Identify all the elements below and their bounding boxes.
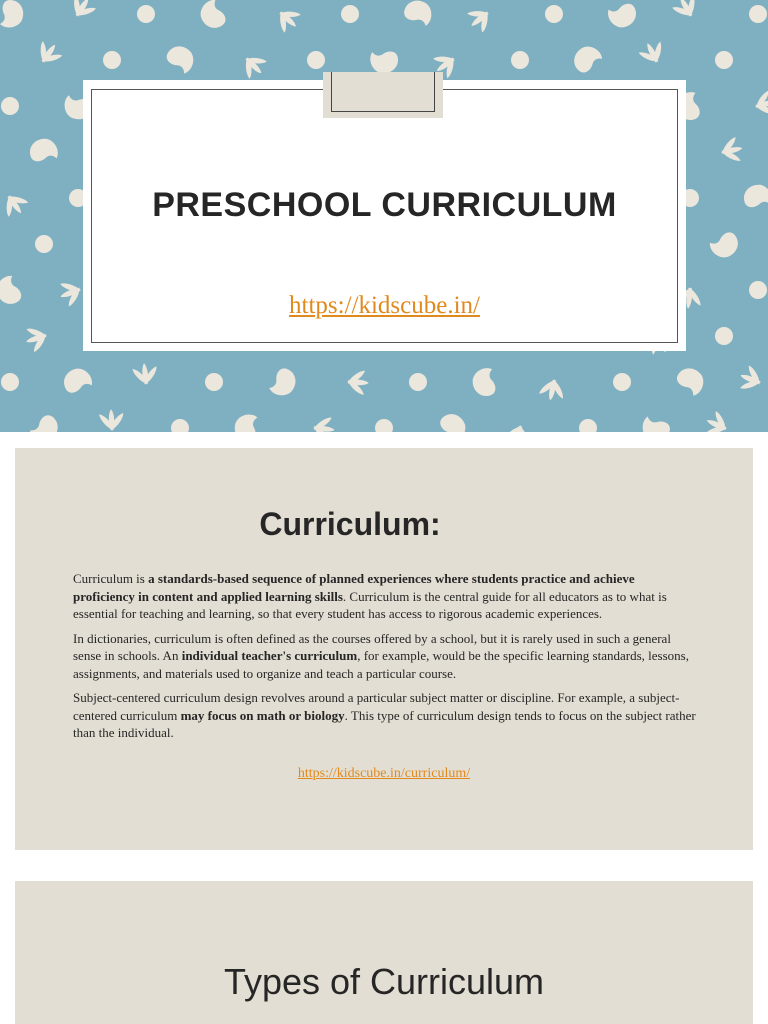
leaf-spray-shape [130, 362, 161, 388]
text-run: Subject-centered curriculum design revolves around a particular subject matter or discipline. For example, a subject-centered curriculum [73, 690, 680, 723]
paisley-shape [59, 364, 95, 398]
text-run: In dictionaries, curriculum is often defined as the courses offered by a school, but it is rarely used in such a general sense in schools. An [73, 630, 671, 663]
leaf-spray-shape [462, 1, 497, 37]
leaf-spray-shape [635, 37, 671, 70]
title-card-tab [323, 72, 443, 118]
dot-shape [341, 5, 359, 23]
dot-shape [375, 419, 393, 432]
bold-text-run: individual teacher's curriculum [181, 648, 358, 663]
leaf-spray-shape [735, 362, 766, 397]
leaf-spray-shape [345, 368, 369, 397]
paisley-shape [0, 0, 23, 27]
dot-shape [1, 97, 19, 115]
kidscube-home-link[interactable]: https://kidscube.in/ [289, 292, 480, 319]
dot-shape [545, 5, 563, 23]
paisley-shape [0, 273, 26, 309]
curriculum-paragraph-1 [73, 570, 699, 623]
dot-shape [579, 419, 597, 432]
leaf-spray-shape [235, 47, 271, 83]
leaf-spray-shape [0, 187, 33, 222]
paisley-shape [28, 411, 63, 432]
paisley-shape [27, 135, 60, 166]
dot-shape [715, 327, 733, 345]
leaf-spray-shape [311, 414, 337, 432]
text-run: . This type of curriculum design tends to focus on the subject rather than the individual. [73, 707, 696, 740]
leaf-spray-shape [64, 0, 100, 25]
leaf-spray-shape [668, 0, 704, 24]
paisley-shape [234, 414, 259, 432]
title-card [83, 80, 686, 351]
curriculum-paragraph-2 [73, 630, 699, 683]
paisley-shape [163, 42, 198, 75]
paisley-shape [641, 416, 672, 432]
leaf-spray-shape [536, 375, 568, 403]
paisley-shape [605, 0, 640, 32]
bold-text-run: may focus on math or biology [180, 707, 345, 723]
leaf-spray-shape [501, 421, 534, 432]
paisley-shape [741, 181, 768, 211]
dot-shape [205, 373, 223, 391]
leaf-spray-shape [270, 1, 306, 37]
text-run: . Curriculum is the central guide for all educators as to what is essential for teaching and learning, so that every student has access to rigorous academic experiences. [73, 588, 667, 621]
text-run: , for example, would be the specific learning standards, lessons, assignments, and materials used to organize and teach a particular course. [73, 648, 689, 681]
paisley-shape [569, 41, 604, 77]
leaf-spray-shape [717, 134, 745, 166]
leaf-spray-shape [30, 36, 66, 71]
title-slide [0, 0, 768, 432]
text-run: Curriculum is [73, 571, 149, 586]
types-heading: Types of Curriculum [223, 961, 545, 1002]
curriculum-heading: Curriculum: [259, 506, 441, 542]
dot-shape [171, 419, 189, 432]
paisley-shape [707, 227, 743, 262]
leaf-spray-shape [55, 275, 86, 310]
dot-shape [409, 373, 427, 391]
curriculum-body [73, 570, 699, 749]
curriculum-paragraph-3 [73, 689, 699, 742]
dot-shape [103, 51, 121, 69]
dot-shape [307, 51, 325, 69]
dot-shape [35, 235, 53, 253]
paisley-shape [673, 363, 709, 397]
leaf-spray-shape [22, 321, 52, 355]
types-slide [15, 881, 753, 1024]
leaf-spray-shape [701, 407, 733, 432]
leaf-spray-shape [97, 408, 126, 432]
paisley-shape [402, 0, 434, 27]
dot-shape [749, 5, 767, 23]
leaf-spray-shape [751, 87, 768, 120]
dot-shape [137, 5, 155, 23]
kidscube-curriculum-link[interactable]: https://kidscube.in/curriculum/ [297, 766, 471, 781]
paisley-shape [268, 365, 299, 399]
dot-shape [715, 51, 733, 69]
curriculum-slide [15, 448, 753, 850]
dot-shape [511, 51, 529, 69]
dot-shape [749, 281, 767, 299]
paisley-shape [469, 366, 500, 400]
page-title: PRESCHOOL CURRICULUM [152, 186, 617, 224]
bold-text-run: a standards-based sequence of planned experiences where students practice and achieve proficiency in content and applied learning skills [73, 571, 635, 604]
dot-shape [1, 373, 19, 391]
paisley-shape [435, 409, 471, 432]
paisley-shape [195, 0, 230, 33]
dot-shape [613, 373, 631, 391]
title-card-tab-border [331, 72, 435, 112]
